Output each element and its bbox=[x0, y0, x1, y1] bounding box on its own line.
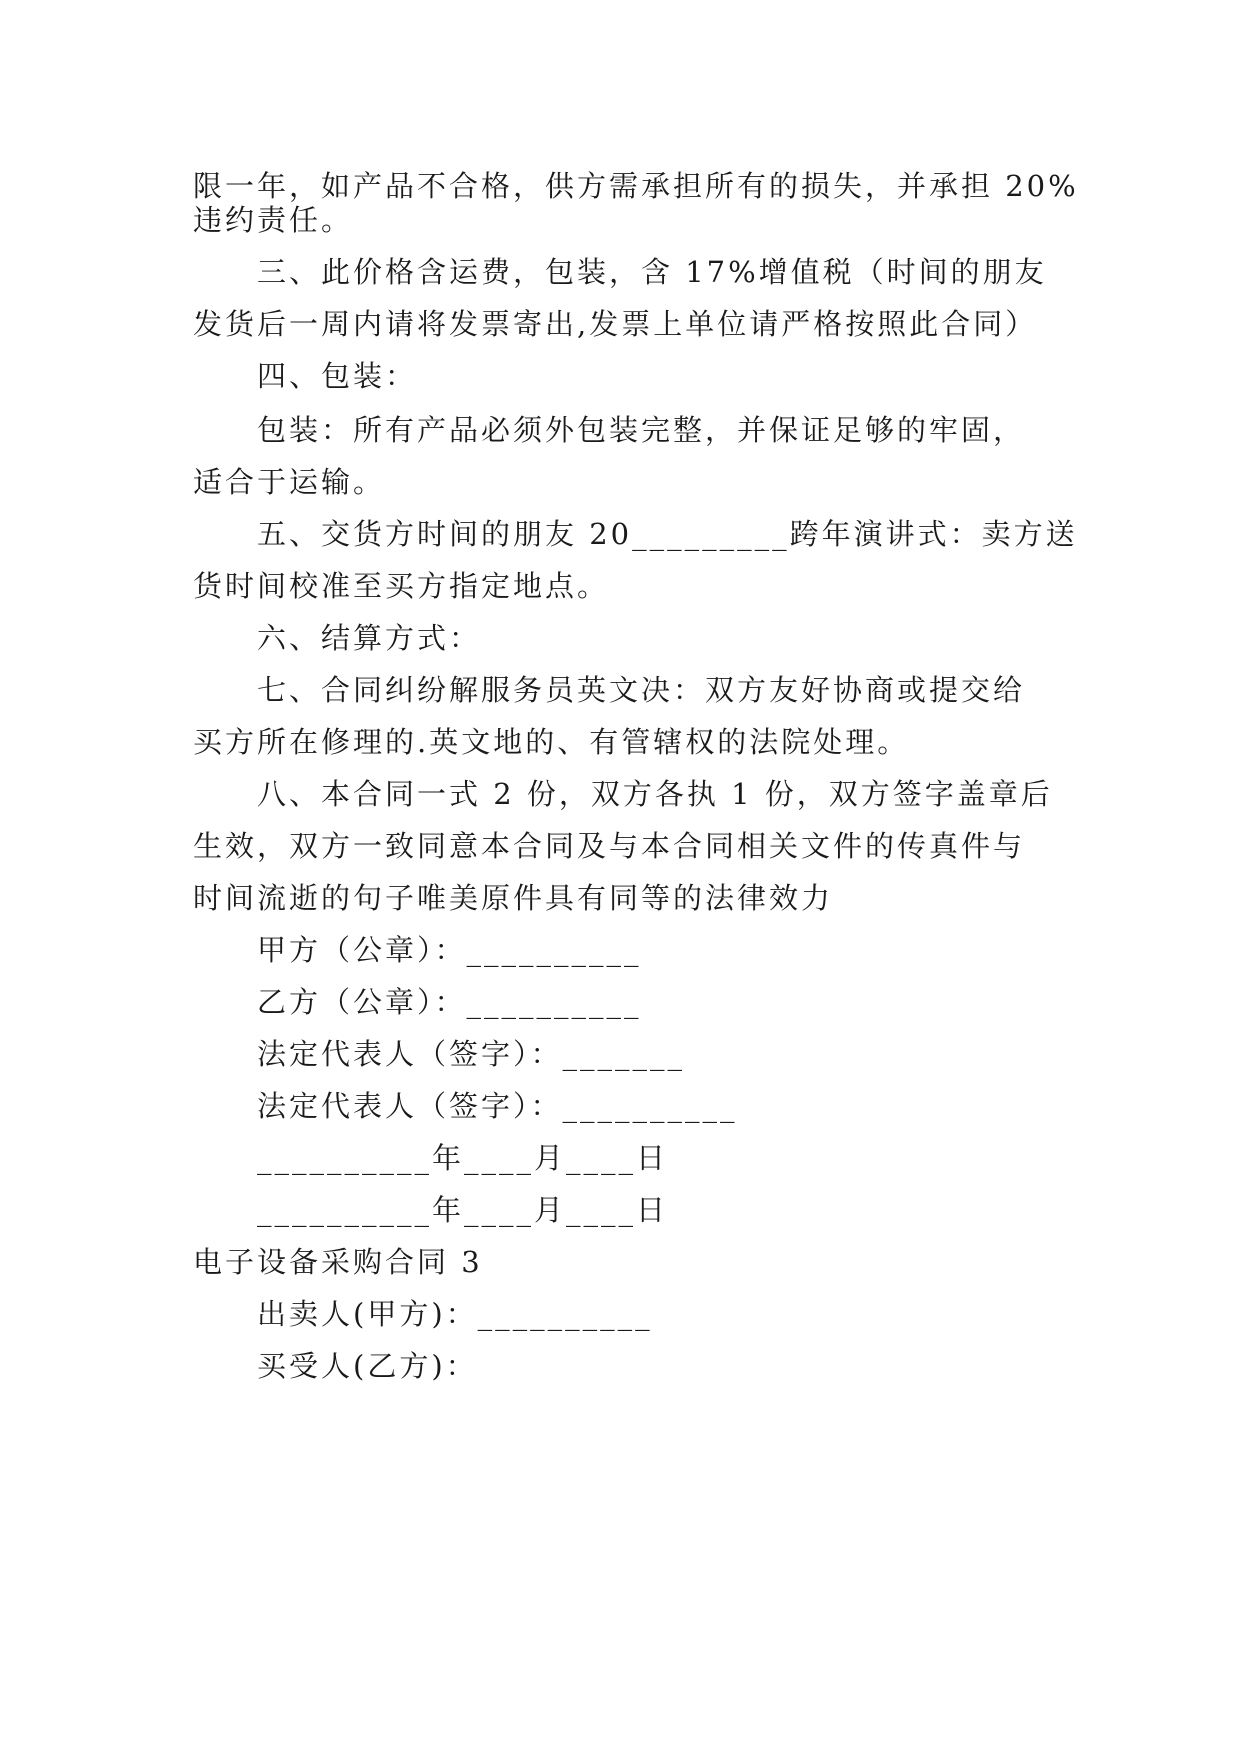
legal-rep-signature-line: 法定代表人（签字）：__________ bbox=[257, 1089, 738, 1123]
paragraph-line: 货时间校准至买方指定地点。 bbox=[193, 569, 610, 603]
paragraph-line: 时间流逝的句子唯美原件具有同等的法律效力 bbox=[193, 881, 834, 915]
paragraph-line: 适合于运输。 bbox=[193, 465, 386, 499]
section-6-heading: 六、结算方式： bbox=[257, 621, 482, 655]
buyer-line: 买受人(乙方)： bbox=[257, 1349, 478, 1383]
party-b-seal-line: 乙方（公章）：__________ bbox=[257, 985, 642, 1019]
section-4-heading: 四、包装： bbox=[257, 359, 418, 393]
contract-title: 电子设备采购合同 3 bbox=[193, 1245, 483, 1279]
seller-line: 出卖人(甲方)：__________ bbox=[257, 1297, 653, 1331]
section-3-heading: 三、此价格含运费，包装，含 17%增值税（时间的朋友 bbox=[257, 255, 1047, 289]
date-line: __________年____月____日 bbox=[257, 1193, 669, 1227]
section-5-heading: 五、交货方时间的朋友 20_________跨年演讲式：卖方送 bbox=[257, 517, 1078, 551]
party-a-seal-line: 甲方（公章）：__________ bbox=[257, 933, 642, 967]
section-8-heading: 八、本合同一式 2 份，双方各执 1 份，双方签字盖章后 bbox=[257, 777, 1053, 811]
paragraph-line: 发货后一周内请将发票寄出,发票上单位请严格按照此合同） bbox=[193, 307, 1038, 341]
paragraph-line: 违约责任。 bbox=[193, 203, 354, 237]
date-line: __________年____月____日 bbox=[257, 1141, 669, 1175]
paragraph-line: 买方所在修理的.英文地的、有管辖权的法院处理。 bbox=[193, 725, 910, 759]
paragraph-line: 包装：所有产品必须外包装完整，并保证足够的牢固， bbox=[257, 413, 1026, 447]
paragraph-line: 限一年，如产品不合格，供方需承担所有的损失，并承担 20% bbox=[193, 169, 1079, 203]
section-7-heading: 七、合同纠纷解服务员英文决：双方友好协商或提交给 bbox=[257, 673, 1026, 707]
legal-rep-signature-line: 法定代表人（签字）：_______ bbox=[257, 1037, 686, 1071]
paragraph-line: 生效，双方一致同意本合同及与本合同相关文件的传真件与 bbox=[193, 829, 1026, 863]
